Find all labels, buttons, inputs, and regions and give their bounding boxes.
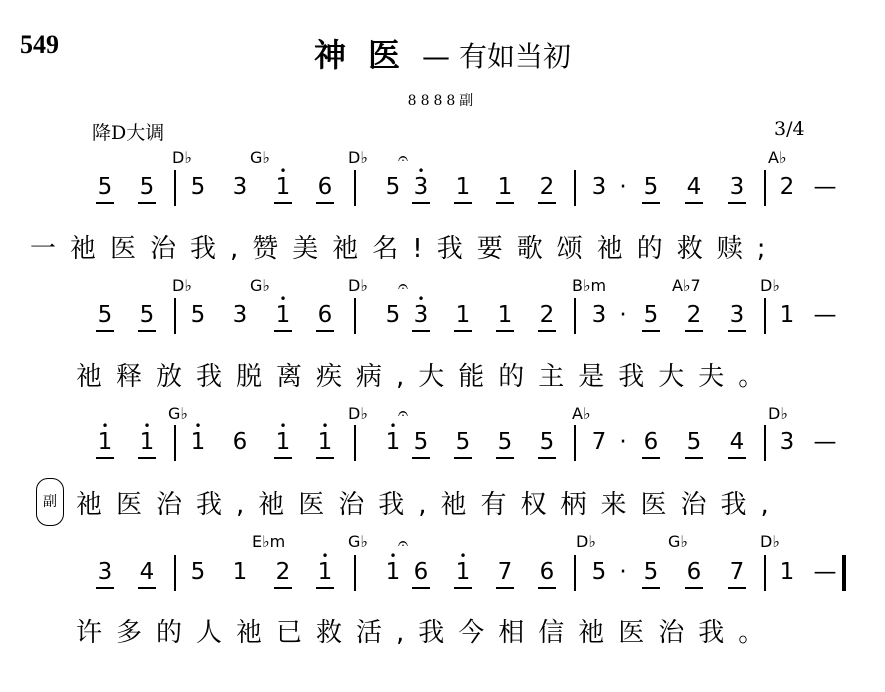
note: • 1	[268, 427, 298, 457]
note: 6	[310, 172, 340, 202]
note: 5	[190, 174, 206, 200]
note: 2	[779, 174, 795, 200]
chord-symbol: D♭	[768, 404, 788, 423]
bar-line	[764, 170, 766, 206]
note: 4	[679, 172, 709, 202]
chord-symbol: D♭	[576, 532, 596, 551]
bar-line	[574, 555, 576, 591]
bar-line	[354, 170, 356, 206]
staff-line-3	[0, 403, 837, 467]
bar-line	[354, 298, 356, 334]
note: 7	[490, 557, 520, 587]
fermata-icon: 𝄐	[398, 403, 409, 424]
title-sub: — 有如当初	[422, 40, 571, 73]
hymn-number: 549	[20, 30, 59, 59]
note: —	[813, 559, 837, 585]
note: —	[813, 302, 837, 328]
chord-symbol: E♭m	[252, 532, 286, 551]
bar-line	[764, 555, 766, 591]
note: • 1	[268, 300, 298, 330]
note: 6	[679, 557, 709, 587]
lyric-line-2: 祂释放我脱离疾病,大能的主是我大夫。	[76, 362, 779, 392]
note: 1	[448, 300, 478, 330]
bar-line	[174, 425, 176, 461]
time-signature: 3/4	[774, 118, 805, 140]
note: 1	[448, 172, 478, 202]
chord-symbol: D♭	[348, 404, 368, 423]
note: • 1	[183, 427, 213, 457]
note: —	[813, 174, 837, 200]
note: 1	[779, 302, 795, 328]
note: ·	[619, 174, 627, 200]
bar-line	[174, 555, 176, 591]
fermata-icon: 𝄐	[398, 276, 409, 297]
note: 5	[591, 559, 607, 585]
chord-symbol: A♭	[768, 148, 787, 167]
note: • 1	[378, 427, 408, 457]
note: • 1	[310, 557, 340, 587]
chord-symbol: D♭	[172, 276, 192, 295]
bar-line	[354, 555, 356, 591]
note: 1	[779, 559, 795, 585]
chord-symbol: D♭	[760, 276, 780, 295]
chord-symbol: G♭	[250, 148, 270, 167]
note: 3	[232, 174, 248, 200]
note: • 1	[378, 557, 408, 587]
note: 5	[190, 559, 206, 585]
bar-line	[764, 298, 766, 334]
note: 5	[90, 172, 120, 202]
note: • 3	[406, 172, 436, 202]
fermata-icon: 𝄐	[398, 533, 409, 554]
note: ·	[619, 302, 627, 328]
note: • 3	[406, 300, 436, 330]
note: • 1	[310, 427, 340, 457]
note: 3	[591, 174, 607, 200]
refrain-mark: 副	[36, 478, 64, 526]
note: 5	[679, 427, 709, 457]
chord-symbol: A♭7	[672, 276, 701, 295]
note: 3	[722, 172, 752, 202]
final-bar-line	[842, 555, 846, 591]
note: 4	[132, 557, 162, 587]
note: ·	[619, 429, 627, 455]
note: 5	[90, 300, 120, 330]
bar-line	[574, 170, 576, 206]
note: 5	[532, 427, 562, 457]
note: 6	[636, 427, 666, 457]
note: 1	[232, 559, 248, 585]
note: 4	[722, 427, 752, 457]
chord-symbol: D♭	[760, 532, 780, 551]
note: 2	[268, 557, 298, 587]
note: 5	[636, 300, 666, 330]
note: 5	[448, 427, 478, 457]
chord-symbol: B♭m	[572, 276, 607, 295]
staff-line-1	[0, 148, 837, 212]
note: 3	[722, 300, 752, 330]
bar-line	[764, 425, 766, 461]
note: 5	[385, 174, 401, 200]
bar-line	[574, 425, 576, 461]
note: 7	[591, 429, 607, 455]
note: 7	[722, 557, 752, 587]
note: 5	[406, 427, 436, 457]
title-main: 神医	[314, 36, 423, 74]
key-signature: 降D大调	[92, 122, 165, 144]
chord-symbol: A♭	[572, 404, 591, 423]
note: 3	[90, 557, 120, 587]
chord-symbol: G♭	[348, 532, 368, 551]
note: 5	[132, 300, 162, 330]
note: 6	[232, 429, 248, 455]
lyric-line-1: 一祂医治我,赞美祂名!我要歌颂祂的救赎;	[30, 234, 780, 264]
note: 6	[532, 557, 562, 587]
note: 3	[232, 302, 248, 328]
note: ·	[619, 559, 627, 585]
meter: 8888副	[407, 93, 478, 109]
chord-symbol: D♭	[348, 148, 368, 167]
note: • 1	[448, 557, 478, 587]
note: 5	[385, 302, 401, 328]
chord-symbol: D♭	[172, 148, 192, 167]
hymn-title	[0, 30, 885, 76]
bar-line	[354, 425, 356, 461]
note: 5	[636, 557, 666, 587]
chord-symbol: G♭	[250, 276, 270, 295]
note: 5	[636, 172, 666, 202]
note: 5	[490, 427, 520, 457]
note: —	[813, 429, 837, 455]
note: • 1	[268, 172, 298, 202]
note: • 1	[132, 427, 162, 457]
chord-symbol: G♭	[168, 404, 188, 423]
note: 3	[591, 302, 607, 328]
bar-line	[174, 170, 176, 206]
fermata-icon: 𝄐	[398, 148, 409, 169]
bar-line	[574, 298, 576, 334]
note: 5	[190, 302, 206, 328]
note: 6	[406, 557, 436, 587]
chord-symbol: G♭	[668, 532, 688, 551]
lyric-line-3: 祂医治我,祂医治我,祂有权柄来医治我,	[76, 490, 783, 520]
note: 2	[532, 300, 562, 330]
note: 6	[310, 300, 340, 330]
note: 3	[779, 429, 795, 455]
bar-line	[174, 298, 176, 334]
chord-symbol: D♭	[348, 276, 368, 295]
note: 1	[490, 172, 520, 202]
note: 2	[532, 172, 562, 202]
note: • 1	[90, 427, 120, 457]
note: 5	[132, 172, 162, 202]
note: 2	[679, 300, 709, 330]
note: 1	[490, 300, 520, 330]
lyric-line-4: 许多的人祂已救活,我今相信祂医治我。	[76, 618, 779, 648]
